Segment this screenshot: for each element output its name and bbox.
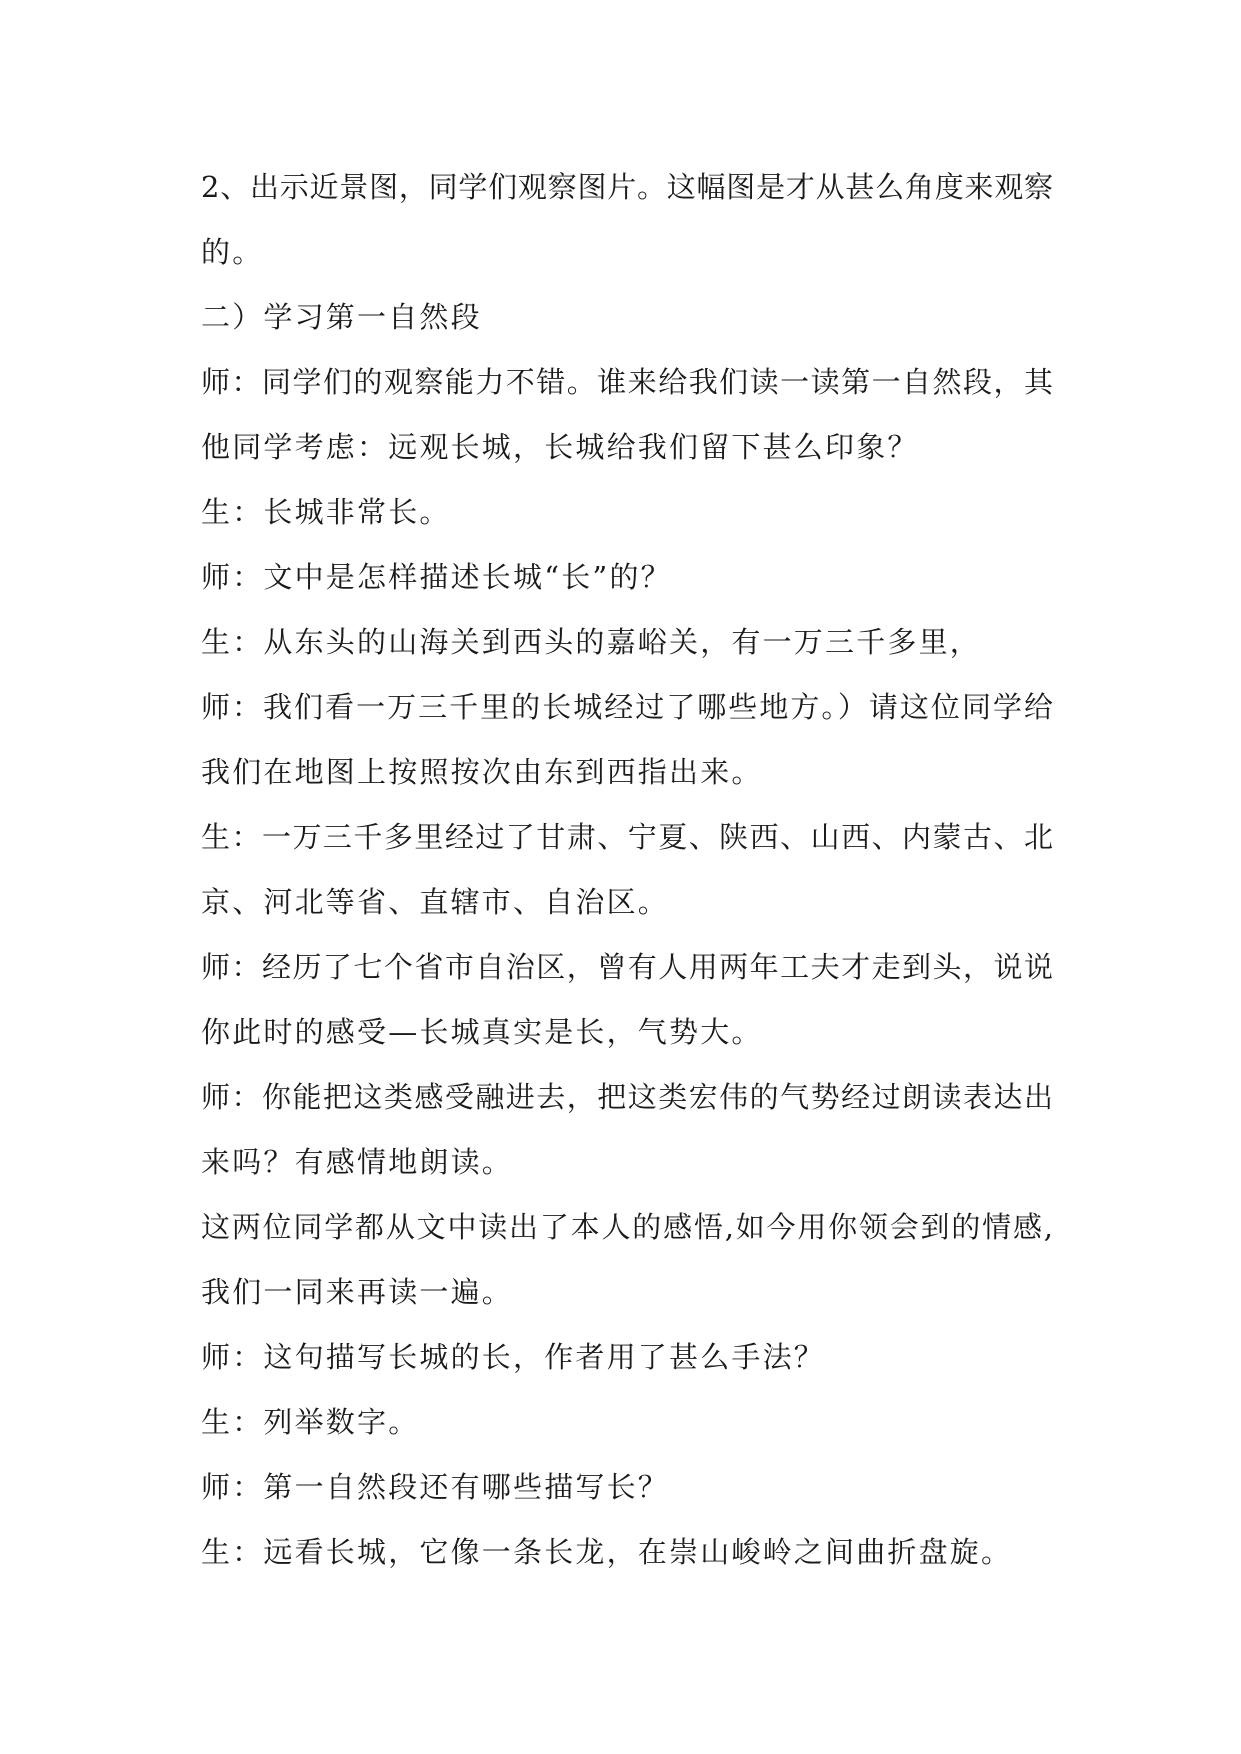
section-heading: 二）学习第一自然段 [201, 300, 482, 334]
text-line: 师：经历了七个省市自治区，曾有人用两年工夫才走到头，说说 [201, 950, 1053, 984]
text-line: 师：我们看一万三千里的长城经过了哪些地方。）请这位同学给 [201, 690, 1053, 724]
text-line: 师：第一自然段还有哪些描写长？ [201, 1470, 670, 1504]
text-line: 生：列举数字。 [201, 1405, 420, 1439]
text-line: 你此时的感受—长城真实是长，气势大。 [201, 1015, 763, 1049]
text-line: 京、河北等省、直辖市、自治区。 [201, 885, 670, 919]
text-line: 生：长城非常长。 [201, 495, 451, 529]
text-line: 师：这句描写长城的长，作者用了甚么手法？ [201, 1340, 826, 1374]
text-line: 2、出示近景图，同学们观察图片。这幅图是才从甚么角度来观察 [201, 170, 1053, 204]
text-line: 师：你能把这类感受融进去，把这类宏伟的气势经过朗读表达出 [201, 1080, 1053, 1114]
text-line: 来吗？有感情地朗读。 [201, 1145, 514, 1179]
text-line: 师：文中是怎样描述长城“长”的？ [201, 560, 672, 594]
text-line: 生：从东头的山海关到西头的嘉峪关，有一万三千多里， [201, 625, 982, 659]
text-line: 师：同学们的观察能力不错。谁来给我们读一读第一自然段，其 [201, 365, 1053, 399]
text-line: 生：远看长城，它像一条长龙，在崇山峻岭之间曲折盘旋。 [201, 1535, 1013, 1569]
text-line: 的。 [201, 235, 264, 269]
text-line: 我们在地图上按照按次由东到西指出来。 [201, 755, 763, 789]
text-line: 这两位同学都从文中读出了本人的感悟,如今用你领会到的情感, [201, 1210, 1053, 1244]
document-body [201, 155, 1053, 1585]
text-line: 我们一同来再读一遍。 [201, 1275, 514, 1309]
text-line: 生：一万三千多里经过了甘肃、宁夏、陕西、山西、内蒙古、北 [201, 820, 1053, 854]
text-line: 他同学考虑：远观长城，长城给我们留下甚么印象？ [201, 430, 919, 464]
